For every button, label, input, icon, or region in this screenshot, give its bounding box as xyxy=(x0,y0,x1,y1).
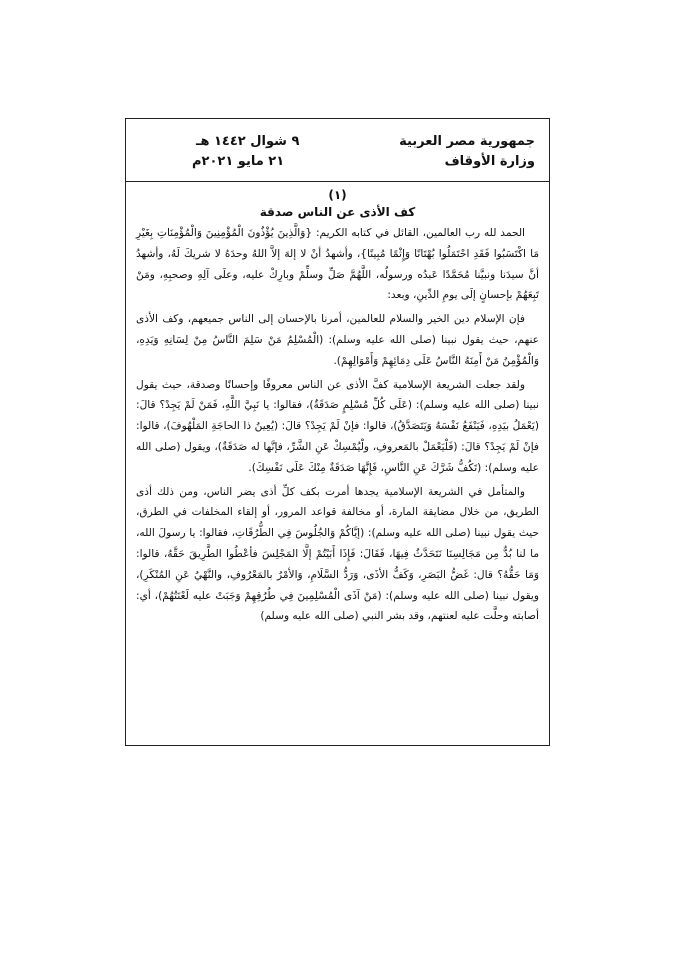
document-body xyxy=(126,182,549,627)
document-frame xyxy=(125,118,550,746)
ministry-name: وزارة الأوقاف xyxy=(444,154,535,169)
document-header xyxy=(126,119,549,182)
paragraph-2: فإن الإسلام دين الخير والسلام للعالمين، أمرنا بالإحسان إلى الناس جميعهم، وكف الأذى عنهم، حيث يقول نبينا (صلى الله عليه وسلم): (الْمُسْلِمُ مَنْ سَلِمَ النَّاسُ مِنْ لِسَانِهِ وَيَدِهِ، وَالْمُؤْمِنُ مَنْ أَمِنَهُ النَّاسُ عَلَى دِمَائِهِمْ وَأَمْوَالِهِمْ). xyxy=(136,313,539,367)
sermon-number: (١) xyxy=(328,188,347,202)
gregorian-date: ٢١ مايو ٢٠٢١م xyxy=(192,154,285,169)
country-name: جمهورية مصر العربية xyxy=(399,134,535,149)
paragraph-1: الحمد لله رب العالمين، القائل في كتابه الكريم: {وَالَّذِينَ يُؤْذُونَ الْمُؤْمِنِينَ وَالْمُؤْمِنَاتِ بِغَيْرِ مَا اكْتَسَبُوا فَقَدِ احْتَمَلُوا بُهْتَانًا وَإِثْمًا مُبِينًا}، وأشهدُ أنْ لا إلهَ إلاَّ اللهُ وحدَهُ لا شريكَ لَهُ، وأشهدُ أنَّ سيدَنا ونبيَّنا مُحَمَّدًا عَبدُه ورسولُه، اللَّهُمَّ صَلِّ وسلِّمْ وبارِكْ عليه، وعلَى آلِهِ وصحبِهِ، ومَنْ تَبِعَهُمْ بإحسانٍ إلَى يومِ الدِّينِ، وبعد: xyxy=(136,227,539,302)
hijri-date: ٩ شوال ١٤٤٢ هـ xyxy=(196,134,300,149)
paragraph-3: ولقد جعلت الشريعة الإسلامية كفَّ الأذى عن الناس معروفًا وإحسانًا وصدقة، حيث يقول نبينا (صلى الله عليه وسلم): (عَلَى كُلِّ مُسْلِمٍ صَدَقَةٌ)، فقالوا: يا نَبِيَّ اللَّهِ، فَمَنْ لَمْ يَجِدْ؟ قالَ: (يَعْمَلُ بيَدِهِ، فَيَنْفَعُ نَفْسَهُ وَيَتَصَدَّقُ)، قالوا: فإنْ لَمْ يَجِدْ؟ قالَ: (يُعِينُ ذا الحاجَةِ المَلْهُوفَ)، قالوا: فإنْ لَمْ يَجِدْ؟ قالَ: (فَلْيَعْمَلْ بالمَعروفِ، ولْيُمْسِكْ عَنِ الشَّرِّ، فإنَّها له صَدَقَةٌ)، ويقول (صلى الله عليه وسلم): (تَكُفُّ شَرَّكَ عَنِ النَّاسِ، فَإِنَّهَا صَدَقَةٌ مِنْكَ عَلَى نَفْسِكَ). xyxy=(136,378,539,474)
document-title: كف الأذى عن الناس صدقة xyxy=(259,205,416,219)
paragraph-4: والمتأمل في الشريعة الإسلامية يجدها أمرت بكف كلِّ أذى يضر الناس، ومن ذلك أذى الطريق، من خلال مضايقة المارة، أو مخالفة قواعد المرور، أو إلقاء المخلفات في الطرق، حيث يقول نبينا (صلى الله عليه وسلم): (إيَّاكُمْ وَالجُلُوسَ فِي الطُّرُقَاتِ، فقالوا: يا رسولَ الله، ما لنا بُدٌّ مِن مَجَالِسِنَا نَتَحَدَّثُ فِيهَا، فَقَالَ: فَإِذَا أَبَيْتُمْ إلَّا المَجْلِسَ فأعْطُوا الطَّرِيقَ حَقَّهُ، قالوا: وَمَا حَقُّهُ؟ قال: غَضُّ البَصَرِ، وَكَفُّ الأذَى، وَرَدُّ السَّلَامِ، وَالأمْرُ بالمَعْرُوفِ، والنَّهْيُ عَنِ المُنْكَرِ)، ويقول نبينا (صلى الله عليه وسلم): (مَنْ آذَى الْمُسْلِمِينَ فِي طُرُقِهِمْ وَجَبَتْ عليه لَعْنَتُهُمْ)، أي: أصابته وحلَّت عليه لعنتهم، وقد بشر النبي (صلى الله عليه وسلم) xyxy=(136,485,539,623)
